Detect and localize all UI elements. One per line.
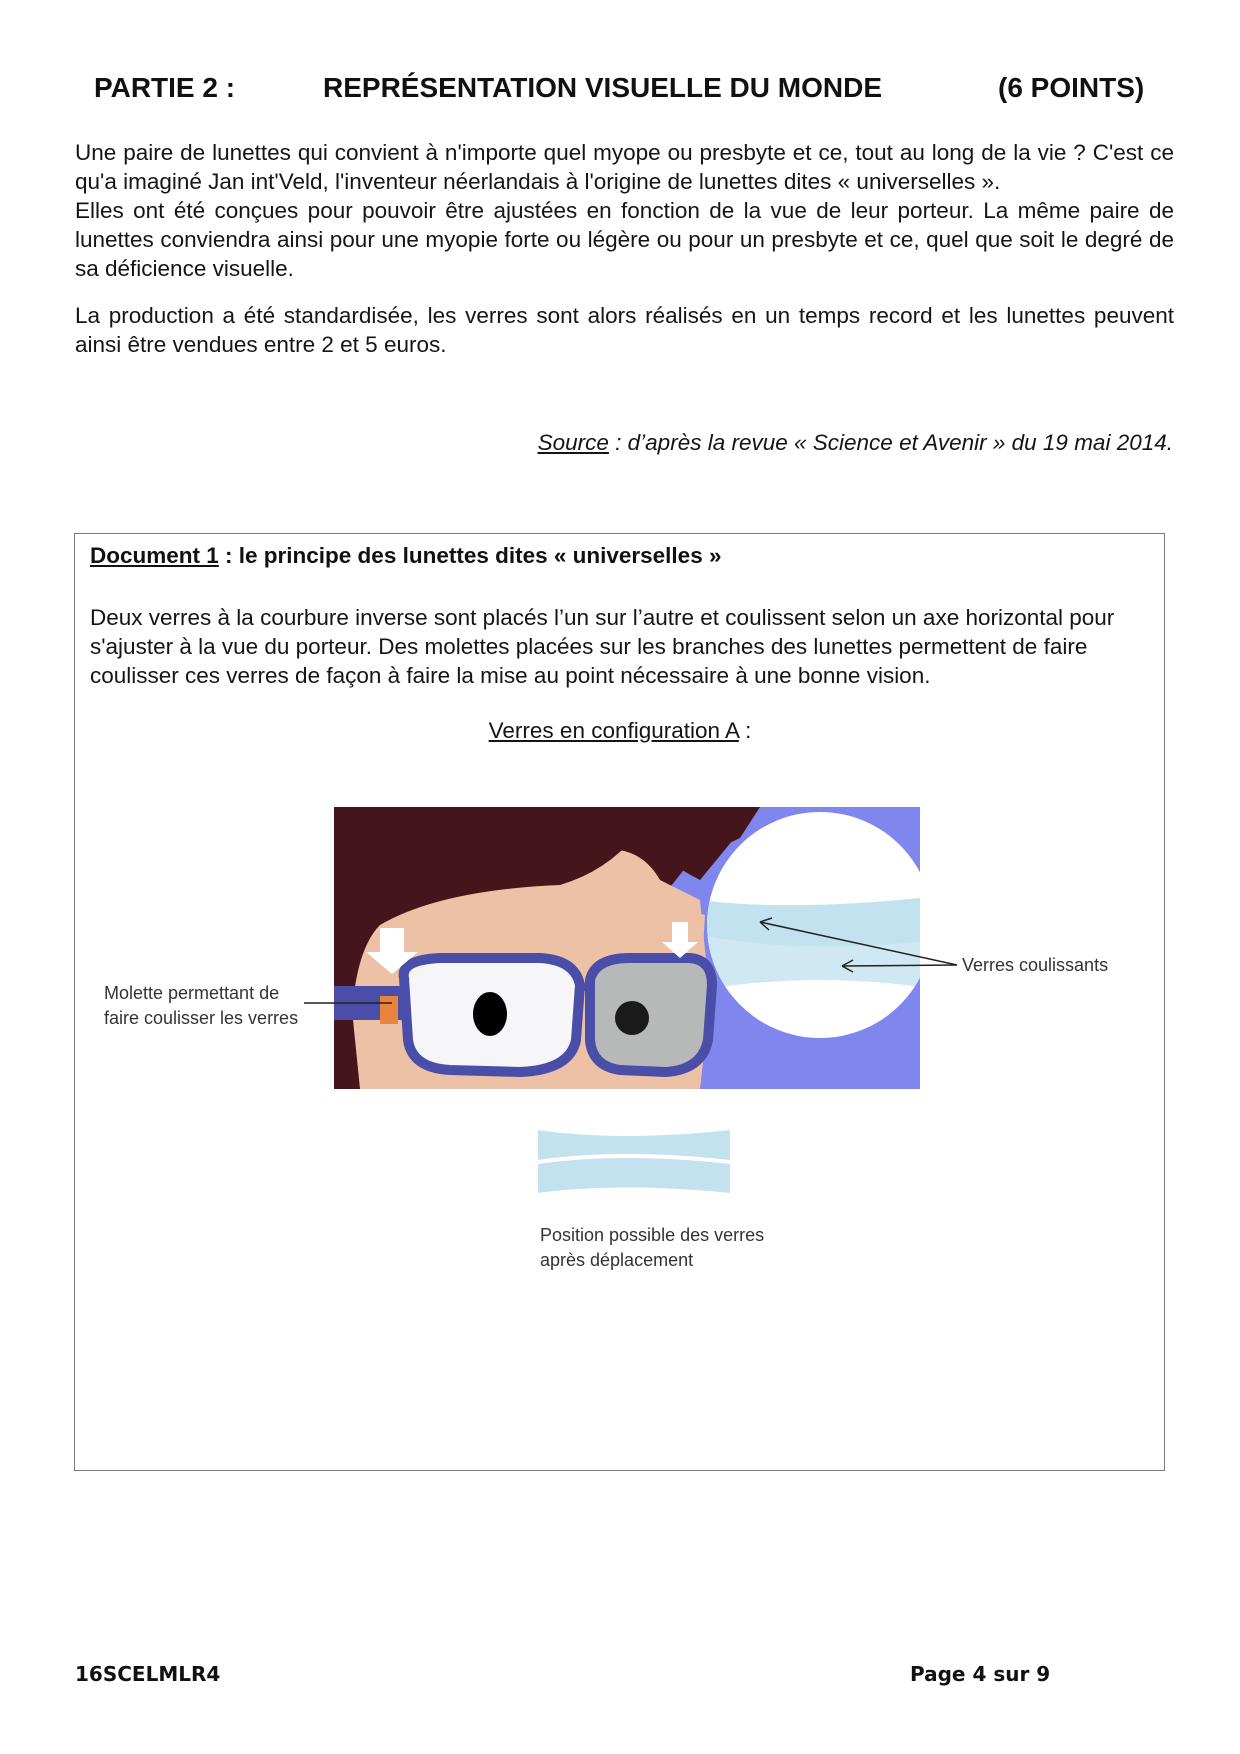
part-label: PARTIE 2 :	[94, 72, 236, 103]
config-suffix: :	[738, 718, 752, 743]
intro-paragraph-1: Une paire de lunettes qui convient à n'importe quel myope ou presbyte et ce, tout au long de la vie ? C'est ce qu'a imaginé Jan int'Veld, l'inventeur néerlandais à l'origine de lunettes dites « universelles ».	[75, 140, 1174, 194]
molette-wheel	[380, 996, 398, 1024]
document-title-text: : le principe des lunettes dites « universelles »	[218, 543, 722, 568]
footer-page: Page 4 sur 9	[910, 1662, 1051, 1686]
config-label: Verres en configuration A	[488, 718, 739, 743]
verres-label: Verres coulissants	[962, 955, 1109, 975]
caption-line-1: Position possible des verres	[540, 1225, 765, 1245]
left-pupil	[473, 992, 507, 1036]
displaced-lens-bottom	[538, 1158, 730, 1193]
molette-label-1: Molette permettant de	[104, 983, 280, 1003]
face-panel	[334, 807, 940, 1089]
intro-paragraph-2: Elles ont été conçues pour pouvoir être ajustées en fonction de la vue de leur porteur. La même paire de lunettes conviendra ainsi pour une myopie forte ou légère ou pour un presbyte et ce, quel que soit le degré de sa déficience visuelle.	[75, 198, 1174, 281]
right-pupil	[615, 1001, 649, 1035]
document-text: Deux verres à la courbure inverse sont placés l’un sur l’autre et coulissent selon un axe horizontal pour s'ajuster à la vue du porteur. Des molettes placées sur les branches des lunettes permettent de faire coulisser ces verres de façon à faire la mise au point nécessaire à une bonne vision.	[90, 605, 1115, 688]
right-lens	[590, 958, 712, 1072]
displaced-lens-top	[538, 1130, 730, 1160]
section-title: REPRÉSENTATION VISUELLE DU MONDE	[323, 72, 883, 103]
document-label: Document 1	[90, 543, 219, 568]
source-text: : d’après la revue « Science et Avenir » du 19 mai 2014.	[608, 430, 1173, 455]
footer-code: 16SCELMLR4	[75, 1662, 221, 1686]
section-points: (6 POINTS)	[998, 72, 1145, 103]
molette-label-2: faire coulisser les verres	[104, 1008, 299, 1028]
caption-line-2: après déplacement	[540, 1250, 694, 1270]
intro-paragraph-3: La production a été standardisée, les verres sont alors réalisés en un temps record et les lunettes peuvent ainsi être vendues entre 2 et 5 euros.	[75, 303, 1174, 357]
source-label: Source	[537, 430, 609, 455]
pointer-line	[842, 965, 957, 966]
